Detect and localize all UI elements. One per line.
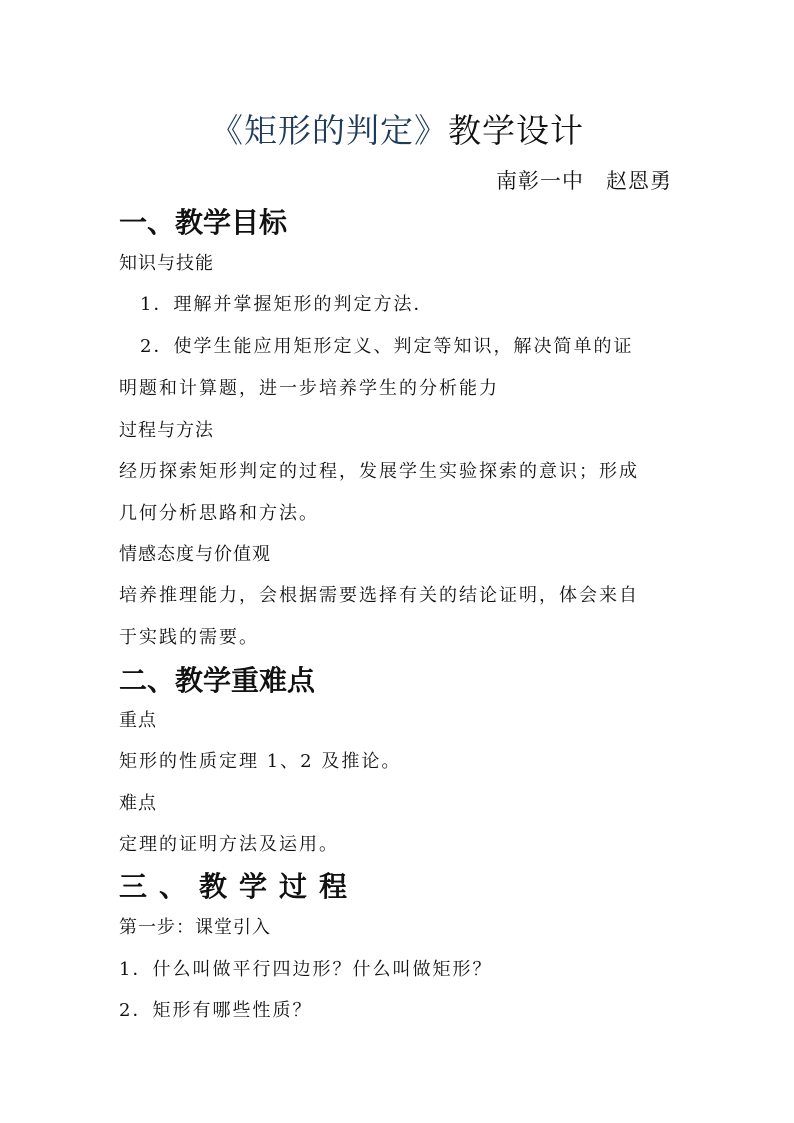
process-text-line2: 几何分析思路和方法。	[119, 503, 319, 524]
subheading-key: 重点	[119, 710, 157, 731]
step-1-label: 第一步：课堂引入	[119, 917, 271, 938]
document-title	[0, 108, 794, 154]
emotion-text-line2: 于实践的需要。	[119, 627, 259, 648]
author-line: 南彰一中 赵恩勇	[496, 169, 672, 193]
key-point-text: 矩形的性质定理 1、2 及推论。	[119, 751, 402, 772]
title-main: 矩形的判定	[244, 111, 414, 150]
objective-item-2-line1: 2．使学生能应用矩形定义、判定等知识，解决简单的证	[140, 336, 634, 357]
process-text-line1: 经历探索矩形判定的过程，发展学生实验探索的意识；形成	[119, 461, 639, 482]
question-1: 1．什么叫做平行四边形？什么叫做矩形？	[119, 959, 493, 980]
section-heading-process: 三、教学过程	[119, 870, 360, 903]
title-open-bracket: 《	[210, 111, 244, 150]
section-heading-objectives: 一、教学目标	[119, 206, 288, 239]
emotion-text-line1: 培养推理能力，会根据需要选择有关的结论证明，体会来自	[119, 585, 639, 606]
objective-item-2-line2: 明题和计算题，进一步培养学生的分析能力	[119, 378, 499, 399]
section-heading-key-points: 二、教学重难点	[119, 664, 316, 697]
title-tail: 教学设计	[448, 111, 584, 150]
subheading-difficulty: 难点	[119, 793, 157, 814]
question-2: 2．矩形有哪些性质？	[119, 1000, 313, 1021]
title-close-bracket: 》	[414, 111, 448, 150]
subheading-emotion: 情感态度与价值观	[119, 544, 271, 565]
subheading-knowledge: 知识与技能	[119, 253, 214, 274]
subheading-process: 过程与方法	[119, 420, 214, 441]
objective-item-1: 1．理解并掌握矩形的判定方法．	[140, 294, 434, 315]
difficulty-text: 定理的证明方法及运用。	[119, 834, 339, 855]
